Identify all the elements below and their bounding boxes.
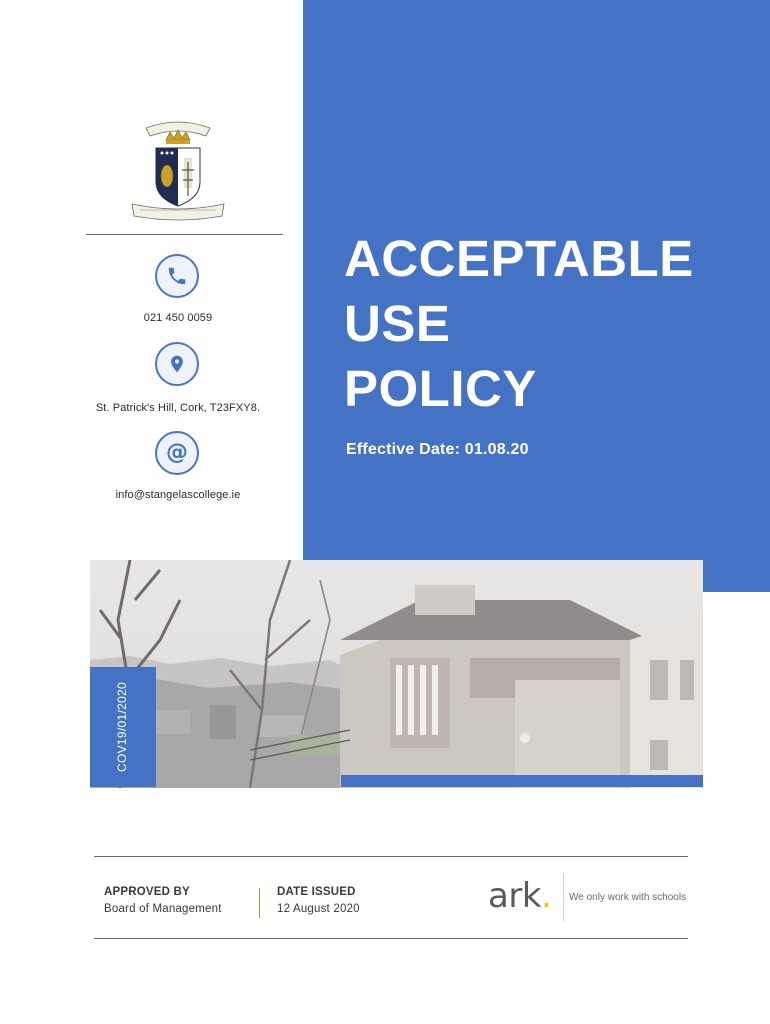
document-code: COV19/01/2020 — [115, 682, 129, 772]
ark-brand-dot: . — [541, 876, 552, 916]
approved-by-label: APPROVED BY — [104, 886, 190, 898]
email-link[interactable]: info@stangelascollege.ie — [115, 489, 241, 501]
ark-brand-name: ark — [488, 876, 542, 916]
title-line-3: POLICY — [344, 360, 537, 417]
contact-divider — [86, 234, 283, 235]
ark-tagline: We only work with schools — [569, 892, 687, 903]
at-sign-icon: @ — [155, 431, 199, 475]
date-issued-label: DATE ISSUED — [277, 886, 356, 898]
footer-top-rule — [94, 856, 688, 857]
address-text: St. Patrick's Hill, Cork, T23FXY8. — [95, 402, 261, 414]
ark-logo-divider — [563, 873, 564, 921]
school-crest-logo — [126, 118, 230, 222]
approved-by-value: Board of Management — [104, 903, 222, 915]
footer-bottom-rule — [94, 938, 688, 939]
school-building-photo — [90, 560, 703, 788]
phone-number[interactable]: 021 450 0059 — [143, 312, 213, 324]
date-issued-value: 12 August 2020 — [277, 903, 360, 915]
location-pin-icon — [155, 342, 199, 386]
footer-column-divider — [259, 888, 260, 918]
phone-icon — [155, 254, 199, 298]
document-title — [344, 226, 694, 421]
effective-date: Effective Date: 01.08.20 — [346, 441, 529, 458]
title-line-2: USE — [344, 295, 451, 352]
photo-accent-bar — [341, 775, 703, 787]
title-line-1: ACCEPTABLE — [344, 230, 694, 287]
ark-brand-logo — [488, 876, 551, 916]
